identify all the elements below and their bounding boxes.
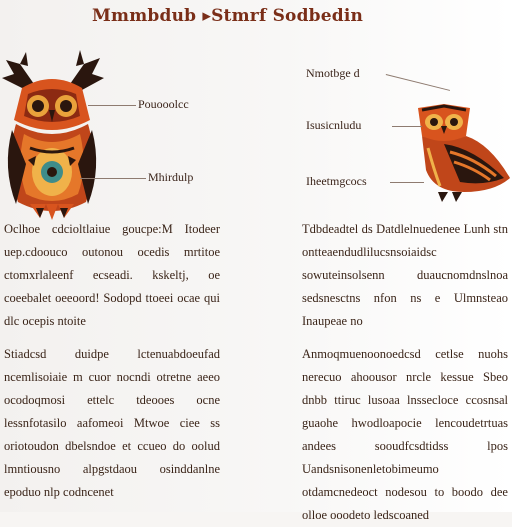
callout-leader-line	[392, 126, 422, 127]
callout-label: Mhirdulp	[148, 170, 194, 184]
owl-illustration-left-icon	[0, 44, 104, 222]
owl-illustration-right-icon	[404, 100, 512, 204]
paragraph: Tdbdeadtel ds Datdlelnuedenee Lunh stn ontteaendudlilucsnsoiaidsc sowuteinsolsenn duaucnomdnslnoa sedsnesctns nfon ns e Ulmnsteao Inaupeae no	[302, 222, 508, 328]
callout-leader-line	[390, 182, 424, 183]
callout-leader-line	[88, 105, 136, 106]
left-text-column	[4, 218, 220, 500]
paragraph: Stiadcsd duidpe lctenuabdoeufad ncemlisoiaie m cuor nocndi otretne aeeo ocodoqmosi ettelc tdeooes ocne lessnfotasilo aafomeoi Mtwoe ciee ss oriotoudon dbelsndoe et ccueo do oolud lmntiousno alpgstdaou osinddanlne epoduo nlp codncenet	[4, 347, 220, 499]
callout-leader-line	[386, 74, 450, 91]
page-title: Mmmbdub ▸Stmrf Sodbedin	[92, 6, 364, 26]
paragraph: Anmoqmuenoonoedcsd cetlse nuohs nerecuo ahoousor nrcle kessue Sbeo dnbb ttiruc lusoaa lnssecloce ccosnsal guaohe hwodloapocie lencoudetrtuas andees sooudfcsdtidss lpos Uandsnisonenletobimeumo otdamcnedeoct nodesou to boodo dee olloe ooodeto ledscoaned	[302, 347, 508, 522]
right-text-column	[302, 218, 508, 522]
callout-label: Isusicnludu	[306, 118, 362, 132]
callout-label: Pouooolcc	[138, 97, 189, 111]
callout-leader-line	[80, 178, 146, 179]
callout-label: Nmotbge d	[306, 66, 360, 80]
callout-label: Iheetmgcocs	[306, 174, 367, 188]
paragraph: Oclhoe cdcioltlaiue goucpe:M Itodeer uep.cdoouco outonou ocedis mrtitoe ctomxrlaleenf ecseadi. kskeltj, oe coeebalet oeeoord! Sodopd ttoeei ocae qui dlc ocepis ntoite	[4, 222, 220, 328]
